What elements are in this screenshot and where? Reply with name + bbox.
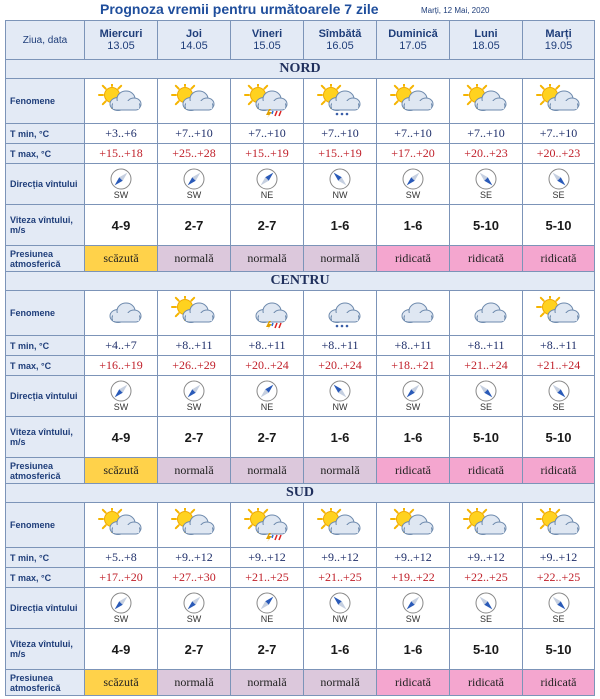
weather-icon [523, 508, 594, 542]
wind-direction: SE [479, 402, 492, 412]
wind-direction-cell [450, 164, 523, 205]
page-header [0, 0, 600, 20]
wind-direction-cell [304, 164, 377, 205]
pressure-value: normală [304, 246, 377, 272]
wind-direction: SW [186, 190, 202, 200]
day-name: Luni [474, 28, 498, 40]
weather-icon [450, 84, 522, 118]
row-label-dir: Direcția vîntului [6, 376, 85, 417]
row-label-tmax: T max, °C [6, 356, 85, 376]
pressure-value: ridicată [377, 246, 450, 272]
pressure-value: scăzută [85, 670, 158, 696]
wind-direction-cell [377, 164, 450, 205]
wind-speed: 1-6 [377, 417, 450, 458]
tmax-value: +20..+24 [231, 356, 304, 376]
header-row [6, 21, 595, 60]
region-name: NORD [6, 60, 595, 79]
day-header [377, 21, 450, 60]
day-header [231, 21, 304, 60]
wind-direction-cell [377, 376, 450, 417]
weather-cell [85, 291, 158, 336]
pressure-value: ridicată [523, 670, 595, 696]
weather-icon [377, 84, 449, 118]
tmax-value: +21..+24 [523, 356, 595, 376]
day-header [304, 21, 377, 60]
day-name: Vineri [251, 28, 283, 40]
tmax-row [6, 568, 595, 588]
weather-cell [304, 79, 377, 124]
wind-direction-cell [523, 376, 595, 417]
wind-direction-cell [304, 376, 377, 417]
tmin-value: +3..+6 [85, 124, 158, 144]
wind-direction: SE [552, 190, 565, 200]
wind-speed: 1-6 [377, 205, 450, 246]
wind-direction-cell [450, 376, 523, 417]
tmin-value: +9..+12 [377, 548, 450, 568]
compass-icon [304, 380, 376, 402]
tmin-value: +8..+11 [450, 336, 523, 356]
wind-direction-cell [85, 164, 158, 205]
region-row [6, 272, 595, 291]
pressure-value: ridicată [523, 458, 595, 484]
tmax-value: +17..+20 [85, 568, 158, 588]
wind-speed: 4-9 [85, 629, 158, 670]
wind-direction: SW [113, 614, 129, 624]
wind-direction: NE [260, 614, 274, 624]
pressure-value: ridicată [450, 246, 523, 272]
weather-icon [304, 296, 376, 330]
tmin-value: +9..+12 [158, 548, 231, 568]
tmin-value: +5..+8 [85, 548, 158, 568]
wind-direction: NE [260, 402, 274, 412]
tmax-value: +22..+25 [450, 568, 523, 588]
day-name: Duminică [388, 28, 438, 40]
region-row [6, 60, 595, 79]
pressure-value: normală [231, 458, 304, 484]
wind-direction-row [6, 164, 595, 205]
wind-direction-row [6, 376, 595, 417]
row-label-tmin: T min, °C [6, 336, 85, 356]
compass-icon [377, 380, 449, 402]
weather-cell [523, 291, 595, 336]
tmin-value: +4..+7 [85, 336, 158, 356]
wind-speed: 2-7 [231, 205, 304, 246]
day-date: 19.05 [544, 40, 573, 52]
tmin-row [6, 124, 595, 144]
weather-cell [377, 79, 450, 124]
wind-speed: 1-6 [304, 629, 377, 670]
compass-icon [377, 592, 449, 614]
day-header [450, 21, 523, 60]
wind-direction-cell [523, 588, 595, 629]
region-row [6, 484, 595, 503]
day-header [158, 21, 231, 60]
region-name: SUD [6, 484, 595, 503]
compass-icon [523, 168, 594, 190]
tmin-value: +7..+10 [304, 124, 377, 144]
compass-icon [158, 380, 230, 402]
tmax-value: +26..+29 [158, 356, 231, 376]
tmax-value: +15..+19 [231, 144, 304, 164]
tmin-value: +8..+11 [523, 336, 595, 356]
weather-cell [158, 503, 231, 548]
wind-speed: 5-10 [523, 205, 595, 246]
tmax-value: +20..+23 [523, 144, 595, 164]
weather-cell [523, 503, 595, 548]
wind-direction-cell [231, 376, 304, 417]
wind-speed: 2-7 [158, 629, 231, 670]
compass-icon [523, 592, 594, 614]
wind-direction-cell [85, 376, 158, 417]
tmax-value: +17..+20 [377, 144, 450, 164]
weather-cell [85, 503, 158, 548]
tmax-value: +18..+21 [377, 356, 450, 376]
wind-direction-cell [377, 588, 450, 629]
weather-icon [158, 84, 230, 118]
wind-direction-cell [231, 588, 304, 629]
wind-direction: NE [260, 190, 274, 200]
wind-direction: SW [186, 614, 202, 624]
weather-icon [85, 508, 157, 542]
weather-icon [450, 296, 522, 330]
tmin-value: +8..+11 [158, 336, 231, 356]
tmax-value: +21..+24 [450, 356, 523, 376]
weather-cell [377, 503, 450, 548]
tmin-value: +9..+12 [304, 548, 377, 568]
wind-speed-row [6, 205, 595, 246]
compass-icon [450, 380, 522, 402]
region-name: CENTRU [6, 272, 595, 291]
compass-icon [231, 380, 303, 402]
row-label-pres: Presiunea atmosferică [6, 458, 85, 484]
weather-cell [158, 79, 231, 124]
tmax-value: +15..+19 [304, 144, 377, 164]
pressure-row [6, 670, 595, 696]
wind-speed: 1-6 [304, 417, 377, 458]
phenomena-row [6, 503, 595, 548]
weather-cell [85, 79, 158, 124]
weather-icon [523, 296, 594, 330]
tmin-value: +7..+10 [158, 124, 231, 144]
compass-icon [158, 168, 230, 190]
wind-direction: SW [405, 614, 421, 624]
row-label-vit: Viteza vîntului, m/s [6, 205, 85, 246]
wind-speed: 5-10 [523, 417, 595, 458]
weather-cell [304, 503, 377, 548]
compass-icon [85, 168, 157, 190]
wind-speed: 2-7 [158, 417, 231, 458]
wind-speed: 2-7 [231, 629, 304, 670]
day-header [85, 21, 158, 60]
wind-direction: SW [405, 190, 421, 200]
day-name: Miercuri [99, 28, 143, 40]
weather-icon [304, 508, 376, 542]
wind-direction: SW [405, 402, 421, 412]
wind-speed-row [6, 417, 595, 458]
pressure-value: ridicată [377, 458, 450, 484]
pressure-value: ridicată [450, 458, 523, 484]
weather-cell [231, 503, 304, 548]
wind-direction-cell [158, 376, 231, 417]
compass-icon [304, 592, 376, 614]
tmax-value: +19..+22 [377, 568, 450, 588]
wind-speed: 5-10 [450, 417, 523, 458]
day-name: Joi [186, 28, 202, 40]
tmax-value: +20..+24 [304, 356, 377, 376]
weather-icon [85, 84, 157, 118]
tmax-value: +25..+28 [158, 144, 231, 164]
compass-icon [304, 168, 376, 190]
weather-icon [304, 84, 376, 118]
row-label-pres: Presiunea atmosferică [6, 670, 85, 696]
row-label-tmax: T max, °C [6, 144, 85, 164]
wind-direction-cell [450, 588, 523, 629]
wind-speed: 5-10 [450, 205, 523, 246]
tmax-value: +21..+25 [304, 568, 377, 588]
compass-icon [158, 592, 230, 614]
weather-icon [377, 508, 449, 542]
wind-direction-cell [85, 588, 158, 629]
header-label: Ziua, data [6, 21, 85, 60]
weather-cell [450, 291, 523, 336]
compass-icon [450, 592, 522, 614]
weather-cell [450, 503, 523, 548]
wind-direction: SW [113, 402, 129, 412]
day-date: 18.05 [472, 40, 500, 52]
wind-speed-row [6, 629, 595, 670]
day-date: 14.05 [180, 40, 208, 52]
wind-direction: SE [479, 190, 492, 200]
tmax-value: +22..+25 [523, 568, 595, 588]
tmax-value: +15..+18 [85, 144, 158, 164]
wind-direction-cell [158, 164, 231, 205]
weather-icon [231, 508, 303, 542]
weather-cell [523, 79, 595, 124]
pressure-row [6, 246, 595, 272]
row-label-vit: Viteza vîntului, m/s [6, 629, 85, 670]
row-label-vit: Viteza vîntului, m/s [6, 417, 85, 458]
tmin-value: +7..+10 [231, 124, 304, 144]
pressure-value: ridicată [450, 670, 523, 696]
row-label-fenomene: Fenomene [6, 79, 85, 124]
pressure-value: normală [304, 670, 377, 696]
pressure-value: scăzută [85, 246, 158, 272]
day-name: Sîmbătă [318, 28, 362, 40]
wind-speed: 1-6 [377, 629, 450, 670]
weather-cell [450, 79, 523, 124]
tmin-row [6, 336, 595, 356]
tmax-value: +27..+30 [158, 568, 231, 588]
phenomena-row [6, 291, 595, 336]
wind-speed: 4-9 [85, 417, 158, 458]
day-date: 16.05 [326, 40, 354, 52]
day-name: Marți [545, 28, 572, 40]
weather-icon [377, 296, 449, 330]
weather-cell [231, 291, 304, 336]
row-label-pres: Presiunea atmosferică [6, 246, 85, 272]
wind-direction: NW [332, 190, 348, 200]
wind-direction: SE [552, 402, 565, 412]
weather-cell [231, 79, 304, 124]
wind-direction: NW [332, 402, 348, 412]
compass-icon [450, 168, 522, 190]
issue-date: Marți, 12 Mai, 2020 [421, 6, 490, 15]
weather-cell [158, 291, 231, 336]
wind-direction-cell [231, 164, 304, 205]
pressure-value: normală [158, 246, 231, 272]
day-date: 17.05 [399, 40, 427, 52]
weather-cell [377, 291, 450, 336]
wind-direction: SW [186, 402, 202, 412]
wind-speed: 1-6 [304, 205, 377, 246]
tmax-row [6, 356, 595, 376]
wind-direction: SW [113, 190, 129, 200]
compass-icon [85, 592, 157, 614]
weather-icon [85, 296, 157, 330]
row-label-tmin: T min, °C [6, 124, 85, 144]
weather-icon [158, 296, 230, 330]
wind-speed: 2-7 [158, 205, 231, 246]
tmin-value: +8..+11 [377, 336, 450, 356]
row-label-fenomene: Fenomene [6, 291, 85, 336]
tmax-row [6, 144, 595, 164]
row-label-dir: Direcția vîntului [6, 588, 85, 629]
page-title: Prognoza vremii pentru următoarele 7 zile [100, 1, 379, 17]
pressure-value: scăzută [85, 458, 158, 484]
wind-speed: 5-10 [450, 629, 523, 670]
tmin-row [6, 548, 595, 568]
weather-icon [231, 296, 303, 330]
tmin-value: +7..+10 [450, 124, 523, 144]
wind-direction-row [6, 588, 595, 629]
tmax-value: +20..+23 [450, 144, 523, 164]
weather-icon [523, 84, 594, 118]
weather-icon [450, 508, 522, 542]
weather-icon [158, 508, 230, 542]
compass-icon [377, 168, 449, 190]
tmax-value: +16..+19 [85, 356, 158, 376]
tmax-value: +21..+25 [231, 568, 304, 588]
tmin-value: +8..+11 [304, 336, 377, 356]
forecast-table [5, 20, 595, 696]
wind-speed: 5-10 [523, 629, 595, 670]
pressure-value: ridicată [523, 246, 595, 272]
tmin-value: +9..+12 [450, 548, 523, 568]
row-label-tmin: T min, °C [6, 548, 85, 568]
tmin-value: +9..+12 [523, 548, 595, 568]
pressure-value: normală [158, 458, 231, 484]
pressure-value: normală [231, 670, 304, 696]
compass-icon [231, 168, 303, 190]
day-date: 13.05 [107, 40, 135, 52]
row-label-fenomene: Fenomene [6, 503, 85, 548]
pressure-value: normală [231, 246, 304, 272]
tmin-value: +7..+10 [523, 124, 595, 144]
weather-cell [304, 291, 377, 336]
phenomena-row [6, 79, 595, 124]
row-label-dir: Direcția vîntului [6, 164, 85, 205]
day-date: 15.05 [253, 40, 281, 52]
wind-direction-cell [158, 588, 231, 629]
pressure-value: normală [304, 458, 377, 484]
tmin-value: +8..+11 [231, 336, 304, 356]
forecast-body [6, 21, 595, 696]
pressure-row [6, 458, 595, 484]
day-header [523, 21, 595, 60]
compass-icon [85, 380, 157, 402]
pressure-value: normală [158, 670, 231, 696]
tmin-value: +9..+12 [231, 548, 304, 568]
wind-direction: SE [479, 614, 492, 624]
wind-speed: 2-7 [231, 417, 304, 458]
tmin-value: +7..+10 [377, 124, 450, 144]
compass-icon [523, 380, 594, 402]
wind-direction-cell [523, 164, 595, 205]
compass-icon [231, 592, 303, 614]
row-label-tmax: T max, °C [6, 568, 85, 588]
wind-direction: NW [332, 614, 348, 624]
pressure-value: ridicată [377, 670, 450, 696]
wind-direction: SE [552, 614, 565, 624]
wind-speed: 4-9 [85, 205, 158, 246]
wind-direction-cell [304, 588, 377, 629]
weather-icon [231, 84, 303, 118]
